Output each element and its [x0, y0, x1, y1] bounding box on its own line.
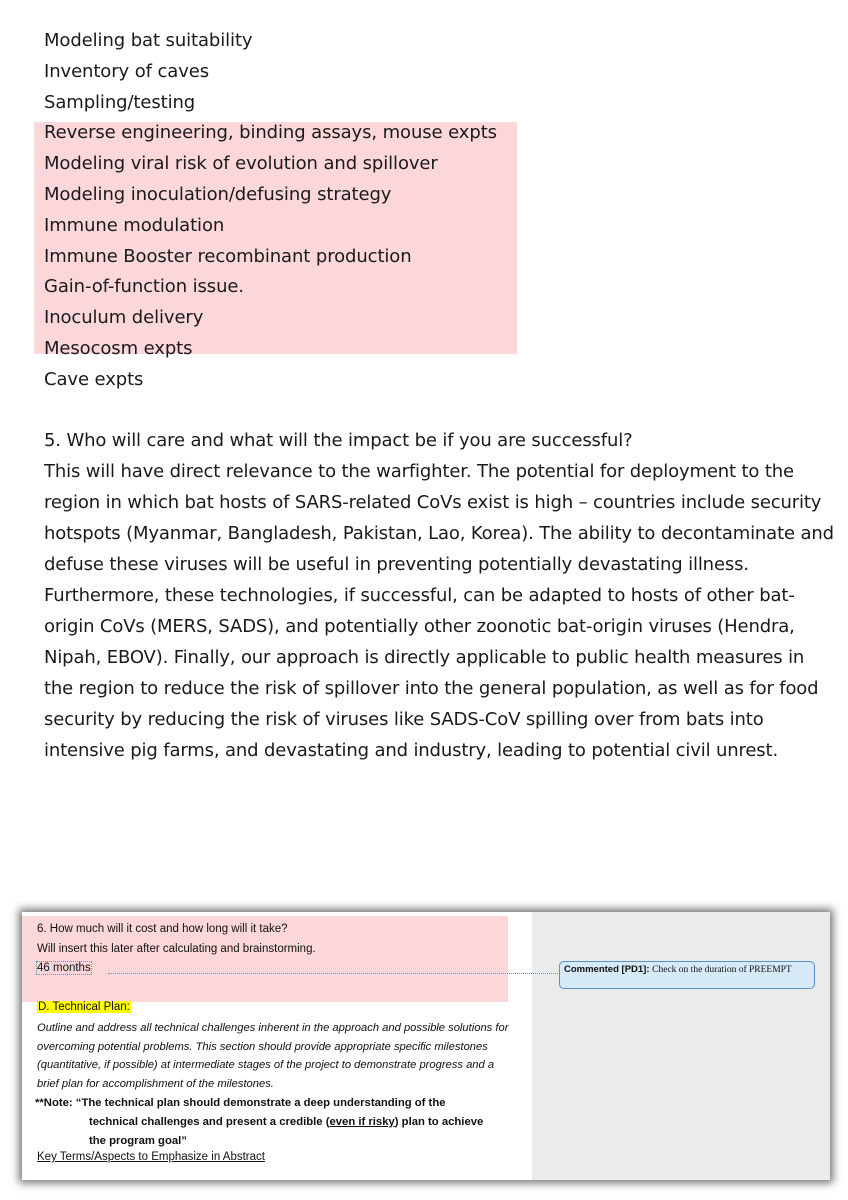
- comment-anchor-line: [108, 973, 562, 974]
- technical-plan-description: Outline and address all technical challenges inherent in the approach and possible solutions for overcoming potential problems. This section should provide appropriate specific milestones (quantitative, if possible) at intermediate stages of the project to demonstrate progress and a brief plan for accomplishment of the milestones.: [37, 1022, 509, 1091]
- task-list: [44, 26, 497, 396]
- duration-text[interactable]: [37, 962, 91, 974]
- section-5-answer: This will have direct relevance to the warfighter. The potential for deployment to the region in which bat hosts of SARS-related CoVs exist is high – countries include security hotspots (Myanmar, Bangladesh, Pakistan, Lao, Korea). The ability to decontaminate and defuse these viruses will be useful in preventing potentially devastating illness. Furthermore, these technologies, if successful, can be adapted to hosts of other bat-origin CoVs (MERS, SADS), and potentially other zoonotic bat-origin viruses (Hendra, Nipah, EBOV). Finally, our approach is directly applicable to public health measures in the region to reduce the risk of spillover into the general population, as well as for food security by reducing the risk of viruses like SADS-CoV spilling over from bats into intensive pig farms, and devastating and industry, leading to potential civil unrest.: [44, 461, 834, 761]
- list-item: Reverse engineering, binding assays, mouse expts: [44, 122, 497, 144]
- note-underlined-phrase: even if risky: [329, 1116, 395, 1128]
- section-5-impact: [44, 425, 834, 766]
- embedded-document-screenshot: [22, 912, 830, 1180]
- q6-answer: Will insert this later after calculating and brainstorming.: [37, 943, 316, 955]
- list-item: Modeling bat suitability: [44, 30, 253, 51]
- comment-bubble[interactable]: [559, 961, 815, 989]
- list-item: Cave expts: [44, 368, 144, 390]
- commented-duration[interactable]: 46 months: [37, 962, 91, 974]
- note-line-3: the program goal”: [89, 1135, 187, 1147]
- note-line-2: [35, 1113, 515, 1132]
- list-item: Inoculum delivery: [44, 307, 204, 329]
- list-item: Mesocosm expts: [44, 337, 193, 359]
- technical-plan-heading: D. Technical Plan:: [38, 1001, 130, 1013]
- section-5-question: 5. Who will care and what will the impact be if you are successful?: [44, 430, 633, 451]
- list-item: Inventory of caves: [44, 60, 209, 82]
- list-item: Sampling/testing: [44, 91, 196, 113]
- note-line-2-start: technical challenges and present a credible (: [89, 1116, 330, 1128]
- note-line-1: **Note: “The technical plan should demonstrate a deep understanding of the: [35, 1097, 446, 1109]
- comment-text: Check on the duration of PREEMPT: [652, 965, 792, 975]
- list-item: Immune Booster recombinant production: [44, 245, 412, 267]
- list-item: Gain-of-function issue.: [44, 276, 244, 298]
- list-item: Modeling viral risk of evolution and spillover: [44, 153, 438, 175]
- key-terms-heading: Key Terms/Aspects to Emphasize in Abstract: [37, 1151, 265, 1163]
- q6-question: 6. How much will it cost and how long will it take?: [37, 923, 288, 935]
- note-line-2-end: ) plan to achieve: [394, 1116, 484, 1128]
- comment-margin-pane: [532, 912, 830, 1180]
- list-item: Modeling inoculation/defusing strategy: [44, 183, 392, 205]
- comment-label: Commented [PD1]:: [564, 964, 650, 975]
- technical-plan-note: [35, 1094, 515, 1151]
- list-item: Immune modulation: [44, 214, 225, 236]
